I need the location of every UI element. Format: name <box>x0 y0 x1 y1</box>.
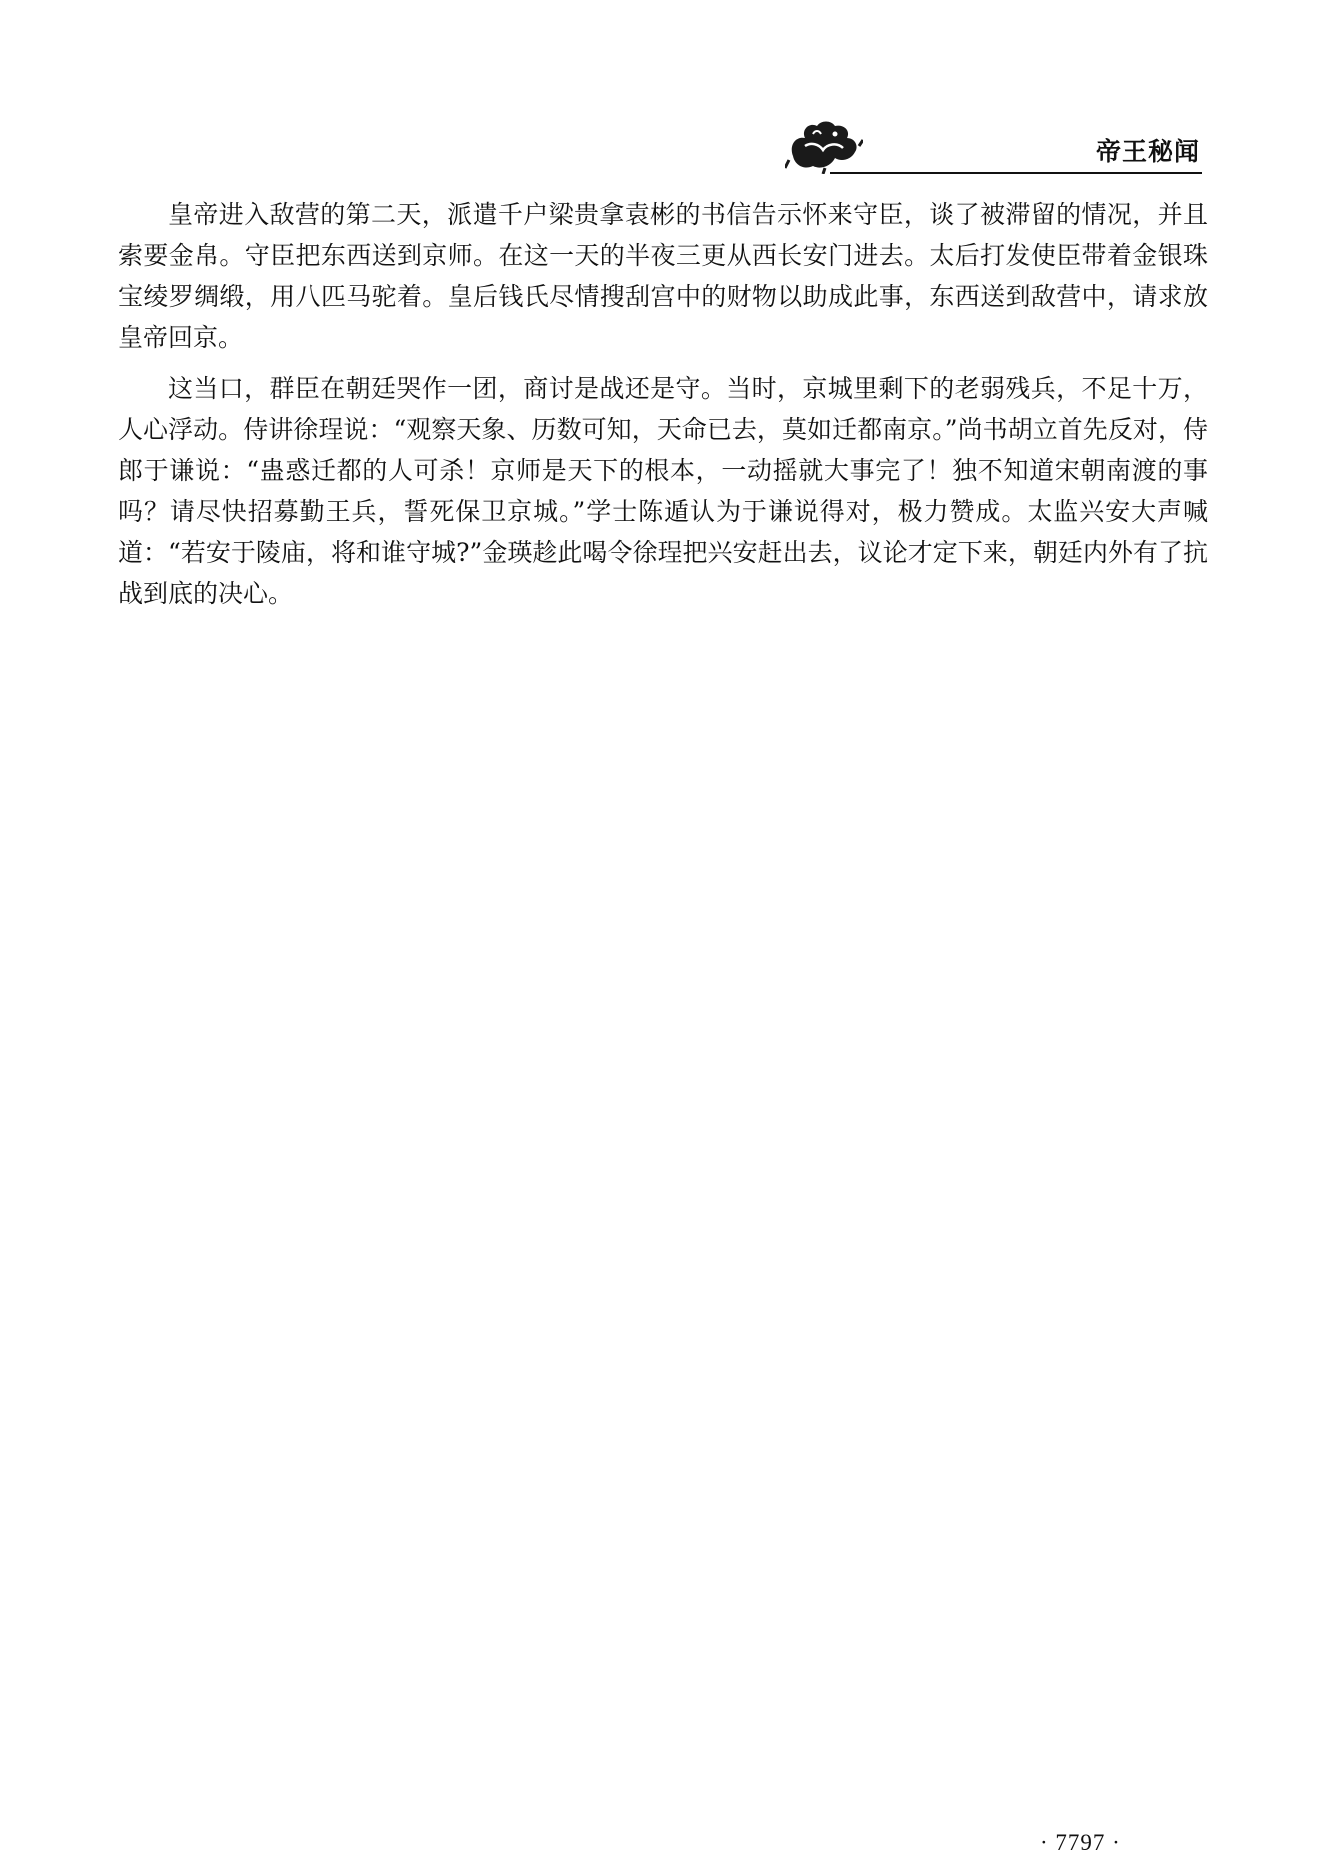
page-number: · 7797 · <box>1040 1830 1121 1855</box>
paragraph-1: 皇帝进入敌营的第二天，派遣千户梁贵拿袁彬的书信告示怀来守臣，谈了被滞留的情况，并且索要金帛。守臣把东西送到京师。在这一天的半夜三更从西长安门进去。太后打发使臣带着金银珠宝绫罗绸缎，用八匹马驼着。皇后钱氏尽情搜刮宫中的财物以助成此事，东西送到敌营中，请求放皇帝回京。 <box>118 200 1208 352</box>
body-text <box>118 194 1208 624</box>
header-title: 帝王秘闻 <box>1095 137 1200 166</box>
dragon-emblem-icon <box>785 116 863 174</box>
paragraph-2: 这当口，群臣在朝廷哭作一团，商讨是战还是守。当时，京城里剩下的老弱残兵，不足十万，人心浮动。侍讲徐珵说：“观察天象、历数可知，天命已去，莫如迁都南京。”尚书胡立首先反对，侍郎于谦说：“蛊惑迁都的人可杀！京师是天下的根本，一动摇就大事完了！独不知道宋朝南渡的事吗？请尽快招募勤王兵，誓死保卫京城。”学士陈遁认为于谦说得对，极力赞成。太监兴安大声喊道：“若安于陵庙，将和谁守城?”金瑛趁此喝令徐珵把兴安赶出去，议论才定下来，朝廷内外有了抗战到底的决心。 <box>118 374 1208 608</box>
header-rule <box>830 172 1202 174</box>
running-header <box>770 110 1210 174</box>
